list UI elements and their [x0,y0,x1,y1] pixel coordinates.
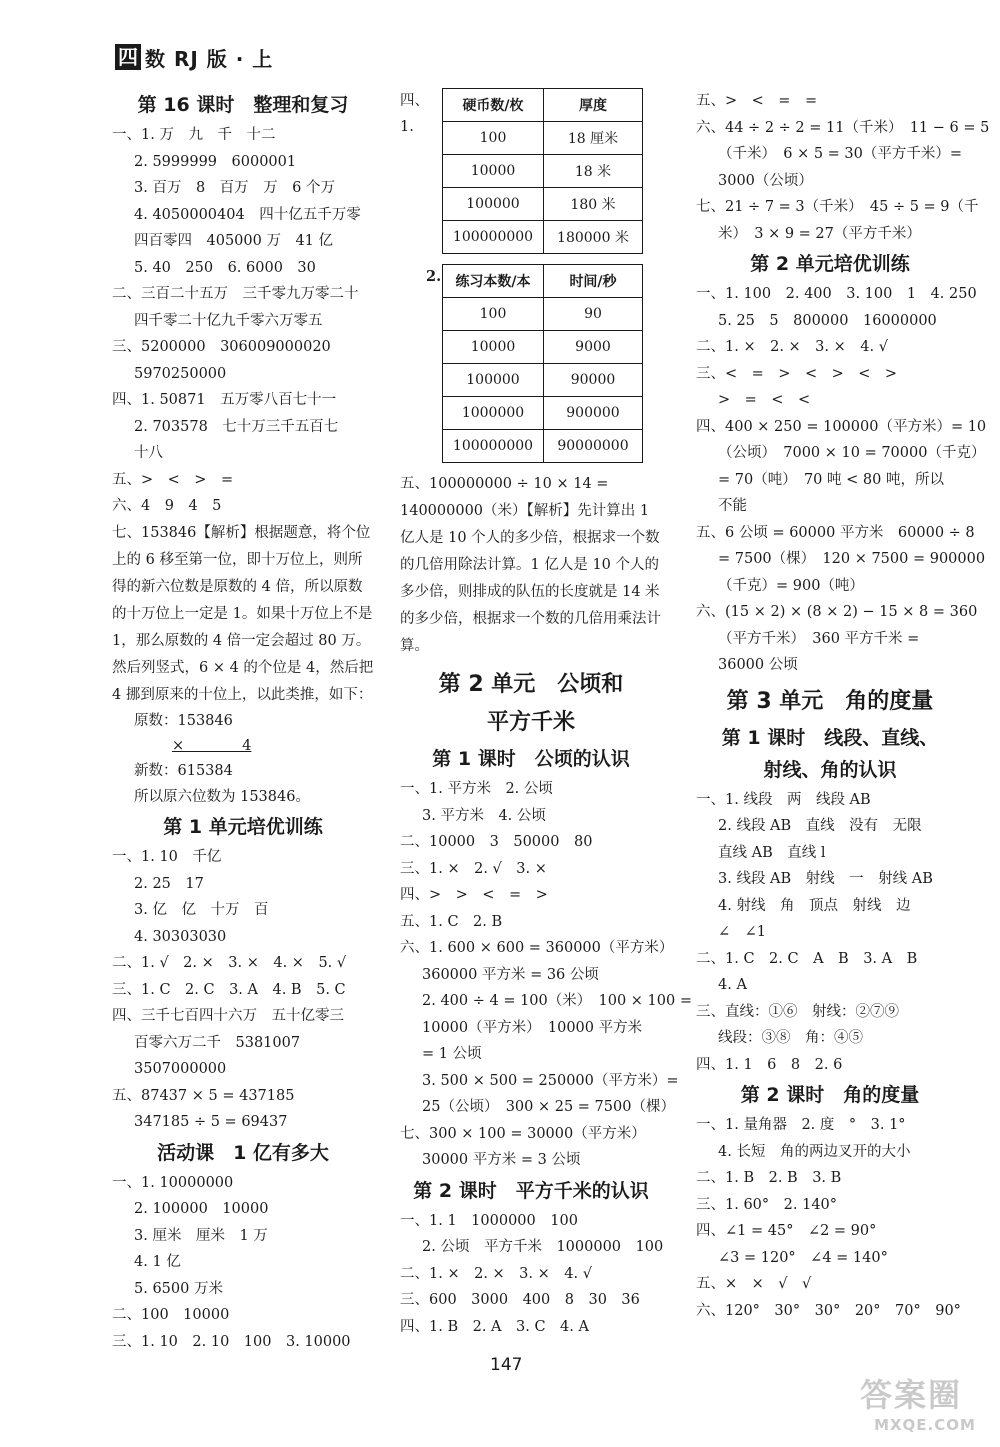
answer-line: 3. 平方米 4. 公顷 [422,807,546,824]
answer-line: 七、300 × 100 = 30000（平方米） [400,1125,646,1142]
answer-line: 4. A [718,977,747,993]
table-cell: 100000 [443,364,544,397]
answer-line: 不能 [718,498,747,514]
answer-line: 一、1. 量角器 2. 度 ° 3. 1° [696,1117,906,1133]
answer-line: 2. 400 ÷ 4 = 100（米） 100 × 100 = [422,993,692,1009]
page-header [115,44,273,70]
answer-line: 四、1. 1 6 8 2. 6 [696,1056,843,1073]
answer-line: 30000 平方米 = 3 公顷 [422,1152,581,1168]
lesson1-title: 第 1 课时 公顷的认识 [432,748,630,770]
answer-line: 一、1. 100 2. 400 3. 100 1 4. 250 [696,286,977,302]
answer-line: 一、1. 平方米 2. 公顷 [400,781,553,797]
unit1-training-title: 第 1 单元培优训练 [163,816,323,838]
table-header-cell: 练习本数/本 [443,265,544,298]
answer-line: 二、1. C 2. C A B 3. A B [696,950,918,967]
answer-line: 四百零四 405000 万 41 亿 [134,233,334,249]
table-header-row [443,265,643,298]
answer-line: 六、(15 × 2) × (8 × 2) − 15 × 8 = 360 [696,604,978,620]
table-row [443,397,643,430]
answer-line: 4. 4050000404 四十亿五千万零 [134,206,361,223]
answer-line: 3. 亿 亿 十万 百 [134,902,269,918]
answer-line: 三、1. C 2. C 3. A 4. B 5. C [112,981,346,998]
page-number: 147 [490,1355,523,1375]
answer-line: = 1 公顷 [422,1046,482,1062]
answer-line: 2. 703578 七十万三千五百七 [134,418,339,435]
table-cell: 90000 [544,364,643,397]
answer-line: 五、× × √ √ [696,1276,812,1292]
column-right [696,88,990,1324]
subject-label: 数 RJ 版 · 上 [145,46,274,71]
table-header-cell: 时间/秒 [544,265,643,298]
answer-line: 5. 6500 万米 [134,1280,223,1297]
q7-explanation: 七、153846【解析】根据题意，将个位上的 6 移至第一位，即十万位上，则所得的新六位数是原数的 4 倍，所以原数的十万位上一定是 1。如果十万位上不是 1，那么原数的 4 倍一定会超过 80 万。然后列竖式，6 × 4 的个位是 4，然后把 4 挪到原来的十位上，以此类推，如下： [112,524,374,703]
unit2-title-line2: 平方千米 [486,710,575,735]
answer-line: 百零六万二千 5381007 [134,1034,301,1051]
answer-line: 2. 25 17 [134,875,204,892]
table-cell: 18 米 [544,155,643,188]
table-row [443,298,643,331]
lesson31-title-line2: 射线、角的认识 [763,758,897,781]
answer-line: 三、1. 10 2. 10 100 3. 10000 [112,1333,351,1350]
answer-line: 二、10000 3 50000 80 [400,834,593,850]
table-cell: 9000 [544,331,643,364]
answer-line: 四、∠1 = 45° ∠2 = 90° [696,1223,877,1239]
table-row [443,188,643,221]
table-cell: 100000000 [443,221,544,254]
answer-line: 四、> > < = > [400,887,548,903]
answer-line: 五、> < > = [112,471,234,488]
table-cell: 90 [544,298,643,331]
answer-line: 六、4 9 4 5 [112,498,222,514]
answer-line: 六、44 ÷ 2 ÷ 2 = 11（千米） 11 − 6 = 5 [696,119,990,136]
table-header-row [443,89,643,122]
notebook-time-table [442,264,643,463]
table-header-cell: 厚度 [544,89,643,122]
answer-line: 25（公顷） 300 × 25 = 7500（棵） [422,1099,675,1115]
calc-line: 新数：615384 [134,762,233,779]
answer-line: 米） 3 × 9 = 27（平方千米） [718,225,921,242]
answer-line: 五、87437 × 5 = 437185 [112,1087,295,1104]
answer-line: 四、400 × 250 = 100000（平方米）= 10 [696,418,987,435]
answer-line: 2. 5999999 6000001 [134,153,297,170]
table-row [443,364,643,397]
answer-line: 二、1. × 2. × 3. × 4. √ [696,339,888,355]
table-row [443,122,643,155]
answer-line: 二、1. × 2. × 3. × 4. √ [400,1265,592,1282]
table-cell: 900000 [544,397,643,430]
table2-label: 2. [426,268,442,285]
answer-line: 直线 AB 直线 l [718,844,826,861]
table-row [443,331,643,364]
answer-line: 所以原六位数为 153846。 [134,788,310,805]
unit2-title-line1: 第 2 单元 公顷和 [438,672,624,697]
lesson31-title-line1: 第 1 课时 线段、直线、 [721,726,939,749]
answer-line: = 7500（棵） 120 × 7500 = 900000 [718,551,986,567]
answer-line: 三、5200000 306009000020 [112,339,331,355]
column-left [112,88,374,1355]
answer-line: 四、1. 50871 五万零八百七十一 [112,392,337,408]
answer-line: 二、1. B 2. B 3. B [696,1170,842,1186]
answer-line: 四、三千七百四十六万 五十亿零三 [112,1008,344,1024]
table-cell: 1000000 [443,397,544,430]
watermark-url: MXQE.COM [874,1416,976,1434]
answer-line: 3. 百万 8 百万 万 6 个万 [134,180,336,196]
answer-line: 二、1. √ 2. × 3. × 4. × 5. √ [112,955,347,971]
watermark-logo [860,1375,990,1443]
activity-title: 活动课 1 亿有多大 [157,1141,329,1164]
answer-line: 二、三百二十五万 三千零九万零二十 [112,286,359,302]
answer-line: 4. 1 亿 [134,1254,181,1270]
table-cell: 180 米 [544,188,643,221]
q5-explanation: 五、100000000 ÷ 10 × 14 = 140000000（米）【解析】先计算出 1 亿人是 10 个人的多少倍，根据求一个数的几倍用除法计算。1 亿人是 10 个人的多少倍，则排成的队伍的长度就是 14 米的多少倍，根据求一个数的几倍用乘法计算。 [400,476,661,654]
answer-line: 一、1. 10 千亿 [112,849,222,865]
answer-line: （千米） 6 × 5 = 30（平方千米）= [718,146,963,162]
answer-line: 5. 25 5 800000 16000000 [718,312,937,329]
table-cell: 18 厘米 [544,122,643,155]
answer-line: 一、1. 线段 两 线段 AB [696,791,871,808]
answer-line: 七、21 ÷ 7 = 3（千米） 45 ÷ 5 = 9（千 [696,199,979,215]
table1-block [400,88,662,254]
answer-line: 五、1. C 2. B [400,913,503,930]
answer-line: 3. 线段 AB 射线 一 射线 AB [718,871,933,887]
answer-line: 三、600 3000 400 8 30 36 [400,1292,640,1308]
answer-line: 线段：③⑧ 角：④⑤ [718,1030,863,1046]
table-cell: 10000 [443,331,544,364]
answer-line: （千克）= 900（吨） [718,577,864,594]
answer-line: 十八 [134,445,163,461]
answer-line: （公顷） 7000 × 10 = 70000（千克） [718,445,986,461]
calc-line: 原数：153846 [134,712,233,729]
answer-line: 5. 40 250 6. 6000 30 [134,259,316,276]
answer-line: 四千零二十亿九千零六万零五 [134,312,323,329]
answer-line: 4. 30303030 [134,928,227,945]
answer-line: 三、< = > < > < > [696,365,898,382]
calc-line: × 4 [172,737,252,754]
answer-line: 一、1. 10000000 [112,1174,234,1191]
answer-line: ∠ ∠1 [718,924,767,940]
answer-line: 2. 线段 AB 直线 没有 无限 [718,818,922,834]
answer-line: 五、6 公顷 = 60000 平方米 60000 ÷ 8 [696,524,975,541]
answer-line: = 70（吨） 70 吨 < 80 吨，所以 [718,471,944,488]
watermark-text: 答案圈 [860,1376,963,1414]
answer-line: 4. 长短 角的两边叉开的大小 [718,1143,911,1160]
table-cell: 100000 [443,188,544,221]
grade-badge: 四 [115,44,141,70]
column-middle [400,88,692,1340]
table-cell: 100 [443,298,544,331]
table2-block [400,264,662,463]
answer-line: 二、100 10000 [112,1307,230,1323]
table1-label: 四、1. [400,93,429,135]
table-cell: 10000 [443,155,544,188]
answer-line: 3. 厘米 厘米 1 万 [134,1227,268,1244]
answer-line: 347185 ÷ 5 = 69437 [134,1114,288,1130]
table-cell: 100 [443,122,544,155]
table-row [443,155,643,188]
answer-line: 36000 公顷 [718,657,798,673]
answer-line: 5970250000 [134,365,227,382]
answer-line: 三、直线：①⑥ 射线：②⑦⑨ [696,1003,899,1020]
answer-line: 六、120° 30° 30° 20° 70° 90° [696,1302,961,1319]
answer-line: 4. 射线 角 顶点 射线 边 [718,897,911,914]
answer-line: ∠3 = 120° ∠4 = 140° [718,1249,888,1266]
unit2-training-title: 第 2 单元培优训练 [750,253,910,275]
answer-line: 一、1. 1 1000000 100 [400,1212,578,1229]
table-row [443,221,643,254]
answer-line: 三、1. 60° 2. 140° [696,1196,838,1213]
answer-line: 3507000000 [134,1061,227,1077]
answer-line: 五、> < = = [696,93,818,109]
lesson2-title: 第 2 课时 平方千米的认识 [413,1179,649,1202]
answer-line: 三、1. × 2. √ 3. × [400,860,547,877]
unit3-title: 第 3 单元 角的度量 [726,688,934,714]
table-cell: 90000000 [544,430,643,463]
answer-line: 360000 平方米 = 36 公顷 [422,966,599,983]
answer-line: 2. 100000 10000 [134,1201,269,1217]
table-cell: 180000 米 [544,221,643,254]
table-header-cell: 硬币数/枚 [443,89,544,122]
answer-line: 3. 500 × 500 = 250000（平方米）= [422,1072,679,1089]
answer-line: 10000（平方米） 10000 平方米 [422,1019,643,1036]
answer-line: 一、1. 万 九 千 十二 [112,127,276,143]
answer-line: 2. 公顷 平方千米 1000000 100 [422,1239,664,1255]
lesson16-title: 第 16 课时 整理和复习 [137,94,349,116]
answer-line: 四、1. B 2. A 3. C 4. A [400,1318,589,1335]
answer-line: 六、1. 600 × 600 = 360000（平方米） [400,940,674,956]
table-cell: 100000000 [443,430,544,463]
lesson32-title: 第 2 课时 角的度量 [740,1084,920,1106]
answer-line: 3000（公顷） [718,172,813,189]
coin-thickness-table [442,88,643,254]
table-row [443,430,643,463]
answer-line: > = < < [718,392,811,408]
answer-line: （平方千米） 360 平方千米 = [718,630,920,647]
